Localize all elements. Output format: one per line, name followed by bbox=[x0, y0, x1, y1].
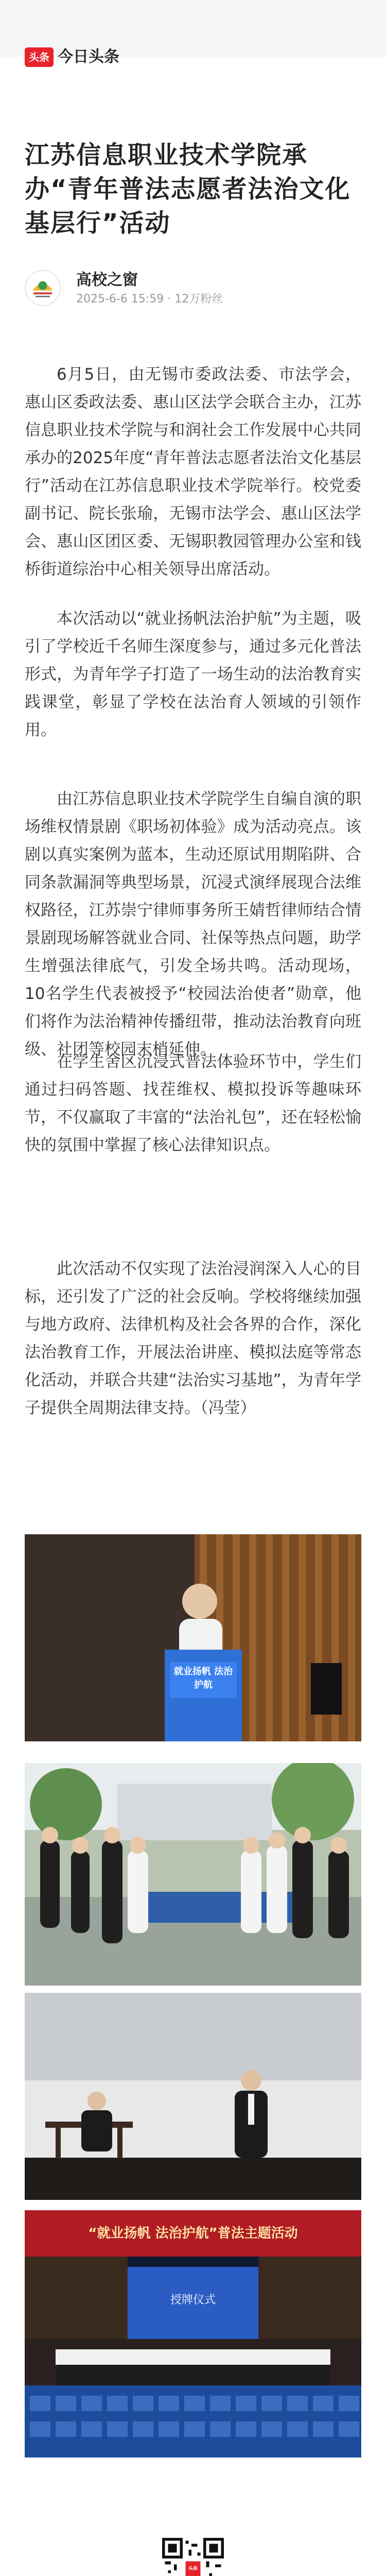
speaker-photo-image bbox=[25, 1534, 361, 1741]
outdoor-photo-image bbox=[25, 1763, 361, 1986]
article-paragraph: 在学生舍区沉浸式普法体验环节中，学生们通过扫码答题、找茬维权、模拟投诉等趣味环节，不仅赢取了丰富的“法治礼包”，还在轻松愉快的氛围中掌握了核心法律知识点。 bbox=[25, 1053, 361, 1155]
article-paragraph: 由江苏信息职业技术学院学生自编自演的职场维权情景剧《职场初体验》成为活动亮点。该剧以真实案例为蓝本，生动还原试用期陷阱、合同条款漏洞等典型场景，沉浸式演绎展现合法维权路径，江苏崇宁律师事务所王婧哲律师结合情景剧现场解答就业合同、社保等热点问题，助学生增强法律底气，引发全场共鸣。活动现场，10名学生代表被授予“校园法治使者”勋章，他们将作为法治精神传播纽带，推动法治教育向班级、社团等校园末梢延伸。 bbox=[25, 790, 361, 1059]
stage-photo-image bbox=[25, 1993, 361, 2200]
group-photo[interactable] bbox=[25, 2210, 361, 2458]
event-banner: “就业扬帆 法治护航”普法主题活动 bbox=[88, 2226, 298, 2241]
author-name[interactable]: 高校之窗 bbox=[76, 271, 138, 289]
author-meta: 2025-6-6 15:59 · 12万粉丝 bbox=[76, 293, 223, 306]
qr-brand-badge: 头条 bbox=[188, 2566, 198, 2571]
article-paragraph: 本次活动以“就业扬帆法治护航”为主题，吸引了学校近千名师生深度参与，通过多元化普法形式，为青年学子打造了一场生动的法治教育实践课堂，彰显了学校在法治育人领域的引领作用。 bbox=[25, 609, 361, 739]
article-paragraph: 6月5日，由无锡市委政法委、市法学会，惠山区委政法委、惠山区法学会联合主办，江苏信息职业技术学院与和润社会工作发展中心共同承办的2025年度“青年普法志愿者法治文化基层行”活动在江苏信息职业技术学院举行。校党委副书记、院长张瑜，无锡市法学会、惠山区法学会、惠山区团区委、无锡职教园管理办公室和钱桥街道综治中心相关领导出席活动。 bbox=[25, 365, 361, 579]
podium-slogan: 就业扬帆 法治护航 bbox=[173, 1666, 233, 1690]
screen-caption: 授牌仪式 bbox=[170, 2294, 216, 2307]
article-paragraph: 此次活动不仅实现了法治浸润深入人心的目标，还引发了广泛的社会反响。学校将继续加强与地方政府、法律机构及社会各界的合作，深化法治教育工作，开展法治讲座、模拟法庭等常态化活动，并联合共建“法治实习基地”，为青年学子提供全周期法律支持。（冯莹） bbox=[25, 1260, 361, 1417]
speaker-at-podium-photo[interactable] bbox=[25, 1534, 361, 1741]
group-photo-image bbox=[25, 2210, 361, 2458]
toutiao-logo-badge[interactable]: 头条 bbox=[25, 47, 54, 67]
stage-performance-photo[interactable] bbox=[25, 1993, 361, 2200]
outdoor-activity-photo[interactable] bbox=[25, 1763, 361, 1986]
author-row[interactable] bbox=[25, 270, 361, 306]
qr-code[interactable] bbox=[162, 2538, 224, 2576]
article-title: 江苏信息职业技术学院承办“青年普法志愿者法治文化基层行”活动 bbox=[25, 141, 351, 238]
author-avatar-icon bbox=[26, 271, 60, 305]
author-avatar[interactable] bbox=[25, 270, 61, 306]
app-name[interactable]: 今日头条 bbox=[58, 48, 119, 66]
